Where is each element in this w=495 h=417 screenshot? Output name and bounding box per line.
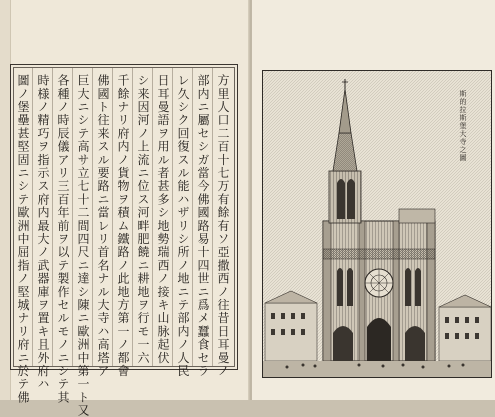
column-rule <box>192 68 193 366</box>
column-rule <box>212 68 213 366</box>
text-column: 日耳曼語ヲ用ル者甚多シ地勢瑞西ノ接キ山脉起伏 <box>156 74 170 365</box>
column-rule <box>32 68 33 366</box>
column-rule <box>172 68 173 366</box>
column-rule <box>72 68 73 366</box>
text-column: 圖ノ堡壘甚堅固ニシテ歐洲中屈指ノ堅城ナリ府ニ於テ佛 <box>16 74 30 404</box>
square-ground <box>263 361 492 378</box>
text-column: 千餘ナリ府内ノ貨物ヲ積ム鐵路ノ此地方第一ノ都會 <box>116 74 130 378</box>
column-rule <box>112 68 113 366</box>
text-column: 部内ニ屬セシガ當今佛國路易十四世ニ爲メ蠶食セラ <box>196 74 210 378</box>
text-frame-inner <box>13 67 235 417</box>
column-rule <box>152 68 153 366</box>
text-column: 佛國ト往来スル要路ニ當レリ首名ナル大寺ハ高塔ア <box>96 74 110 378</box>
column-rule <box>52 68 53 366</box>
text-column: レ久シク回復スル能ハザリシ所ノ地ニテ部内ノ人民 <box>176 74 190 378</box>
text-column: 時様ノ精巧ヲ指示ス府内最大ノ武器庫ヲ置キ且外府ハ <box>36 74 50 391</box>
text-column: 各種ノ時辰儀アリ三百年前ヲ以テ製作セルモノニシテ其 <box>56 74 70 404</box>
text-frame <box>10 64 238 417</box>
text-column: 方里人口二百十七万有餘有ソ亞撒西ノ往昔日耳曼ノ <box>216 74 230 378</box>
text-column: 巨大ニシテ高サ立七十二間四尺ニ達シ陳ニ歐洲中第一ト又 <box>76 74 90 417</box>
column-rule <box>132 68 133 366</box>
text-column: シ来因河ノ上流ニ位ス河畔肥饒ニ耕地ヲ行モ一六 <box>136 74 150 365</box>
plate-caption: 斯的拉斯堡大寺之圖 <box>459 90 467 162</box>
column-rule <box>92 68 93 366</box>
